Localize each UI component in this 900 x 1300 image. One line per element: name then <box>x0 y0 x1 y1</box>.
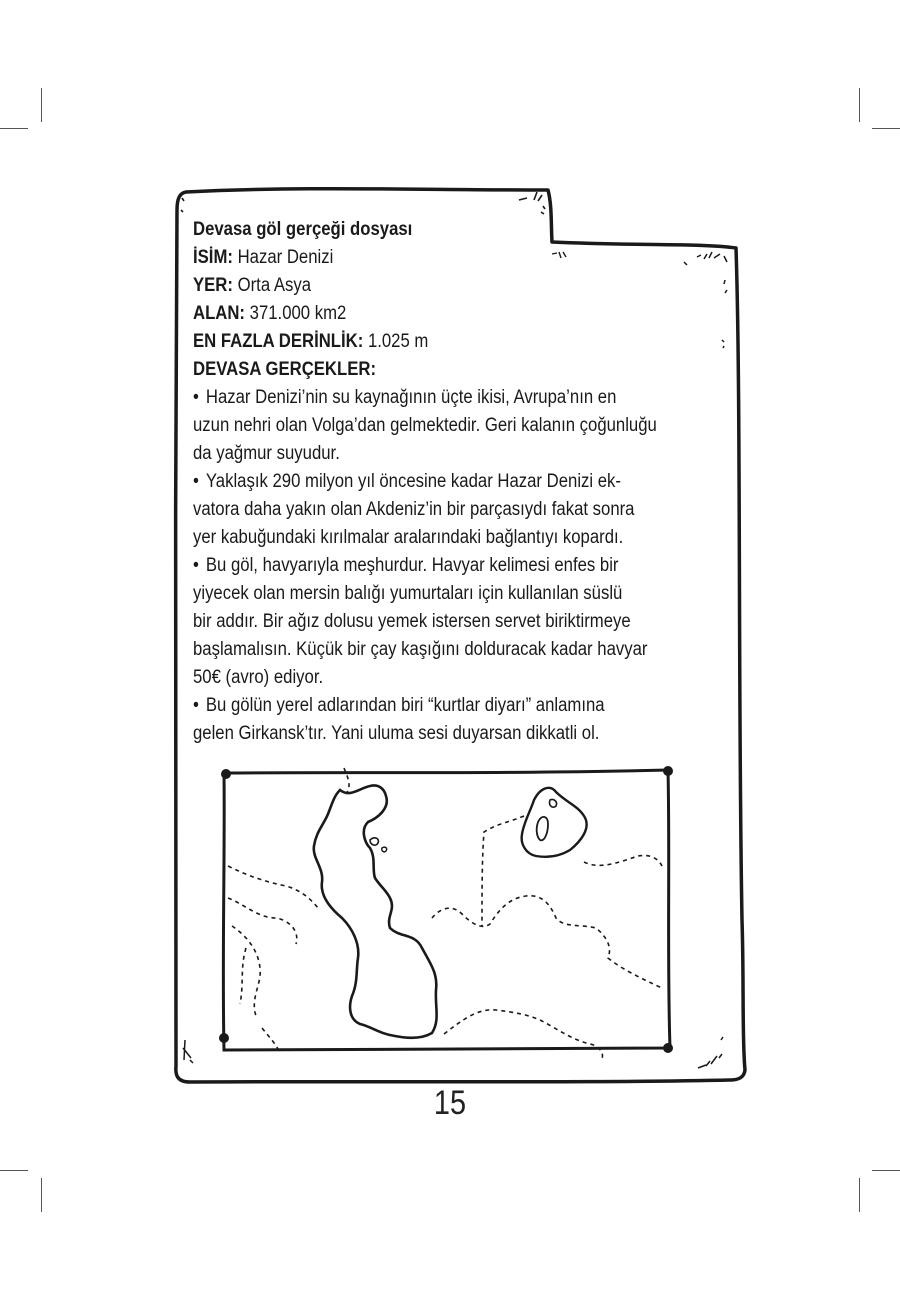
paragraph-line: 50€ (avro) ediyor. <box>193 667 324 688</box>
fact-value: 1.025 m <box>367 331 429 352</box>
fact-row-name <box>193 244 703 272</box>
caspian-sea-map <box>200 758 690 1063</box>
page-number: 15 <box>433 1084 467 1122</box>
fact-label: ALAN: <box>193 303 246 324</box>
paragraph-line: da yağmur suyudur. <box>193 443 340 464</box>
fact-value: 371.000 km2 <box>249 303 347 324</box>
paragraph-line: yer kabuğundaki kırılmalar aralarındaki bağlantıyı kopardı. <box>193 527 624 548</box>
paragraph-line: başlamalısın. Küçük bir çay kaşığını dolduracak kadar havyar <box>193 639 648 660</box>
paragraph-line: yiyecek olan mersin balığı yumurtaları için kullanılan süslü <box>193 583 623 604</box>
fact-value: Orta Asya <box>237 275 312 296</box>
facts-heading: DEVASA GERÇEKLER: <box>193 359 377 380</box>
fact-row-location <box>193 272 703 300</box>
fact-paragraph <box>193 552 703 692</box>
fact-file-title: Devasa göl gerçeği dosyası <box>193 219 413 240</box>
aral-sea-coastline <box>522 788 587 857</box>
paragraph-line: vatora daha yakın olan Akdeniz’in bir parçasıydı fakat sonra <box>193 499 635 520</box>
fact-paragraph <box>193 384 703 468</box>
bullet: • <box>193 387 199 408</box>
bullet: • <box>193 695 199 716</box>
fact-label: YER: <box>193 275 233 296</box>
fact-file-text <box>193 216 703 748</box>
fact-label: İSİM: <box>193 247 233 268</box>
pin-icon <box>221 769 231 779</box>
paragraph-line: gelen Girkansk’tır. Yani uluma sesi duyarsan dikkatli ol. <box>193 723 600 744</box>
fact-value: Hazar Denizi <box>237 247 334 268</box>
fact-label: EN FAZLA DERİNLİK: <box>193 331 364 352</box>
fact-row-area <box>193 300 703 328</box>
pin-icon <box>663 1043 673 1053</box>
caspian-coastline <box>314 785 437 1037</box>
pin-icon <box>663 766 673 776</box>
fact-paragraph <box>193 692 703 748</box>
paragraph-line: uzun nehri olan Volga’dan gelmektedir. Geri kalanın çoğunluğu <box>193 415 657 436</box>
paragraph-line: Hazar Denizi’nin su kaynağının üçte ikisi, Avrupa’nın en <box>205 387 617 408</box>
map-border <box>223 770 670 1050</box>
bullet: • <box>193 555 199 576</box>
pin-icon <box>219 1033 229 1043</box>
fact-paragraph <box>193 468 703 552</box>
paragraph-line: Yaklaşık 290 milyon yıl öncesine kadar Hazar Denizi ek- <box>205 471 621 492</box>
bullet: • <box>193 471 199 492</box>
paragraph-line: bir addır. Bir ağız dolusu yemek istersen servet biriktirmeye <box>193 611 631 632</box>
border-lines <box>228 768 662 1058</box>
paragraph-line: Bu gölün yerel adlarından biri “kurtlar diyarı” anlamına <box>205 695 605 716</box>
fact-row-depth <box>193 328 703 356</box>
paragraph-line: Bu göl, havyarıyla meşhurdur. Havyar kelimesi enfes bir <box>205 555 619 576</box>
